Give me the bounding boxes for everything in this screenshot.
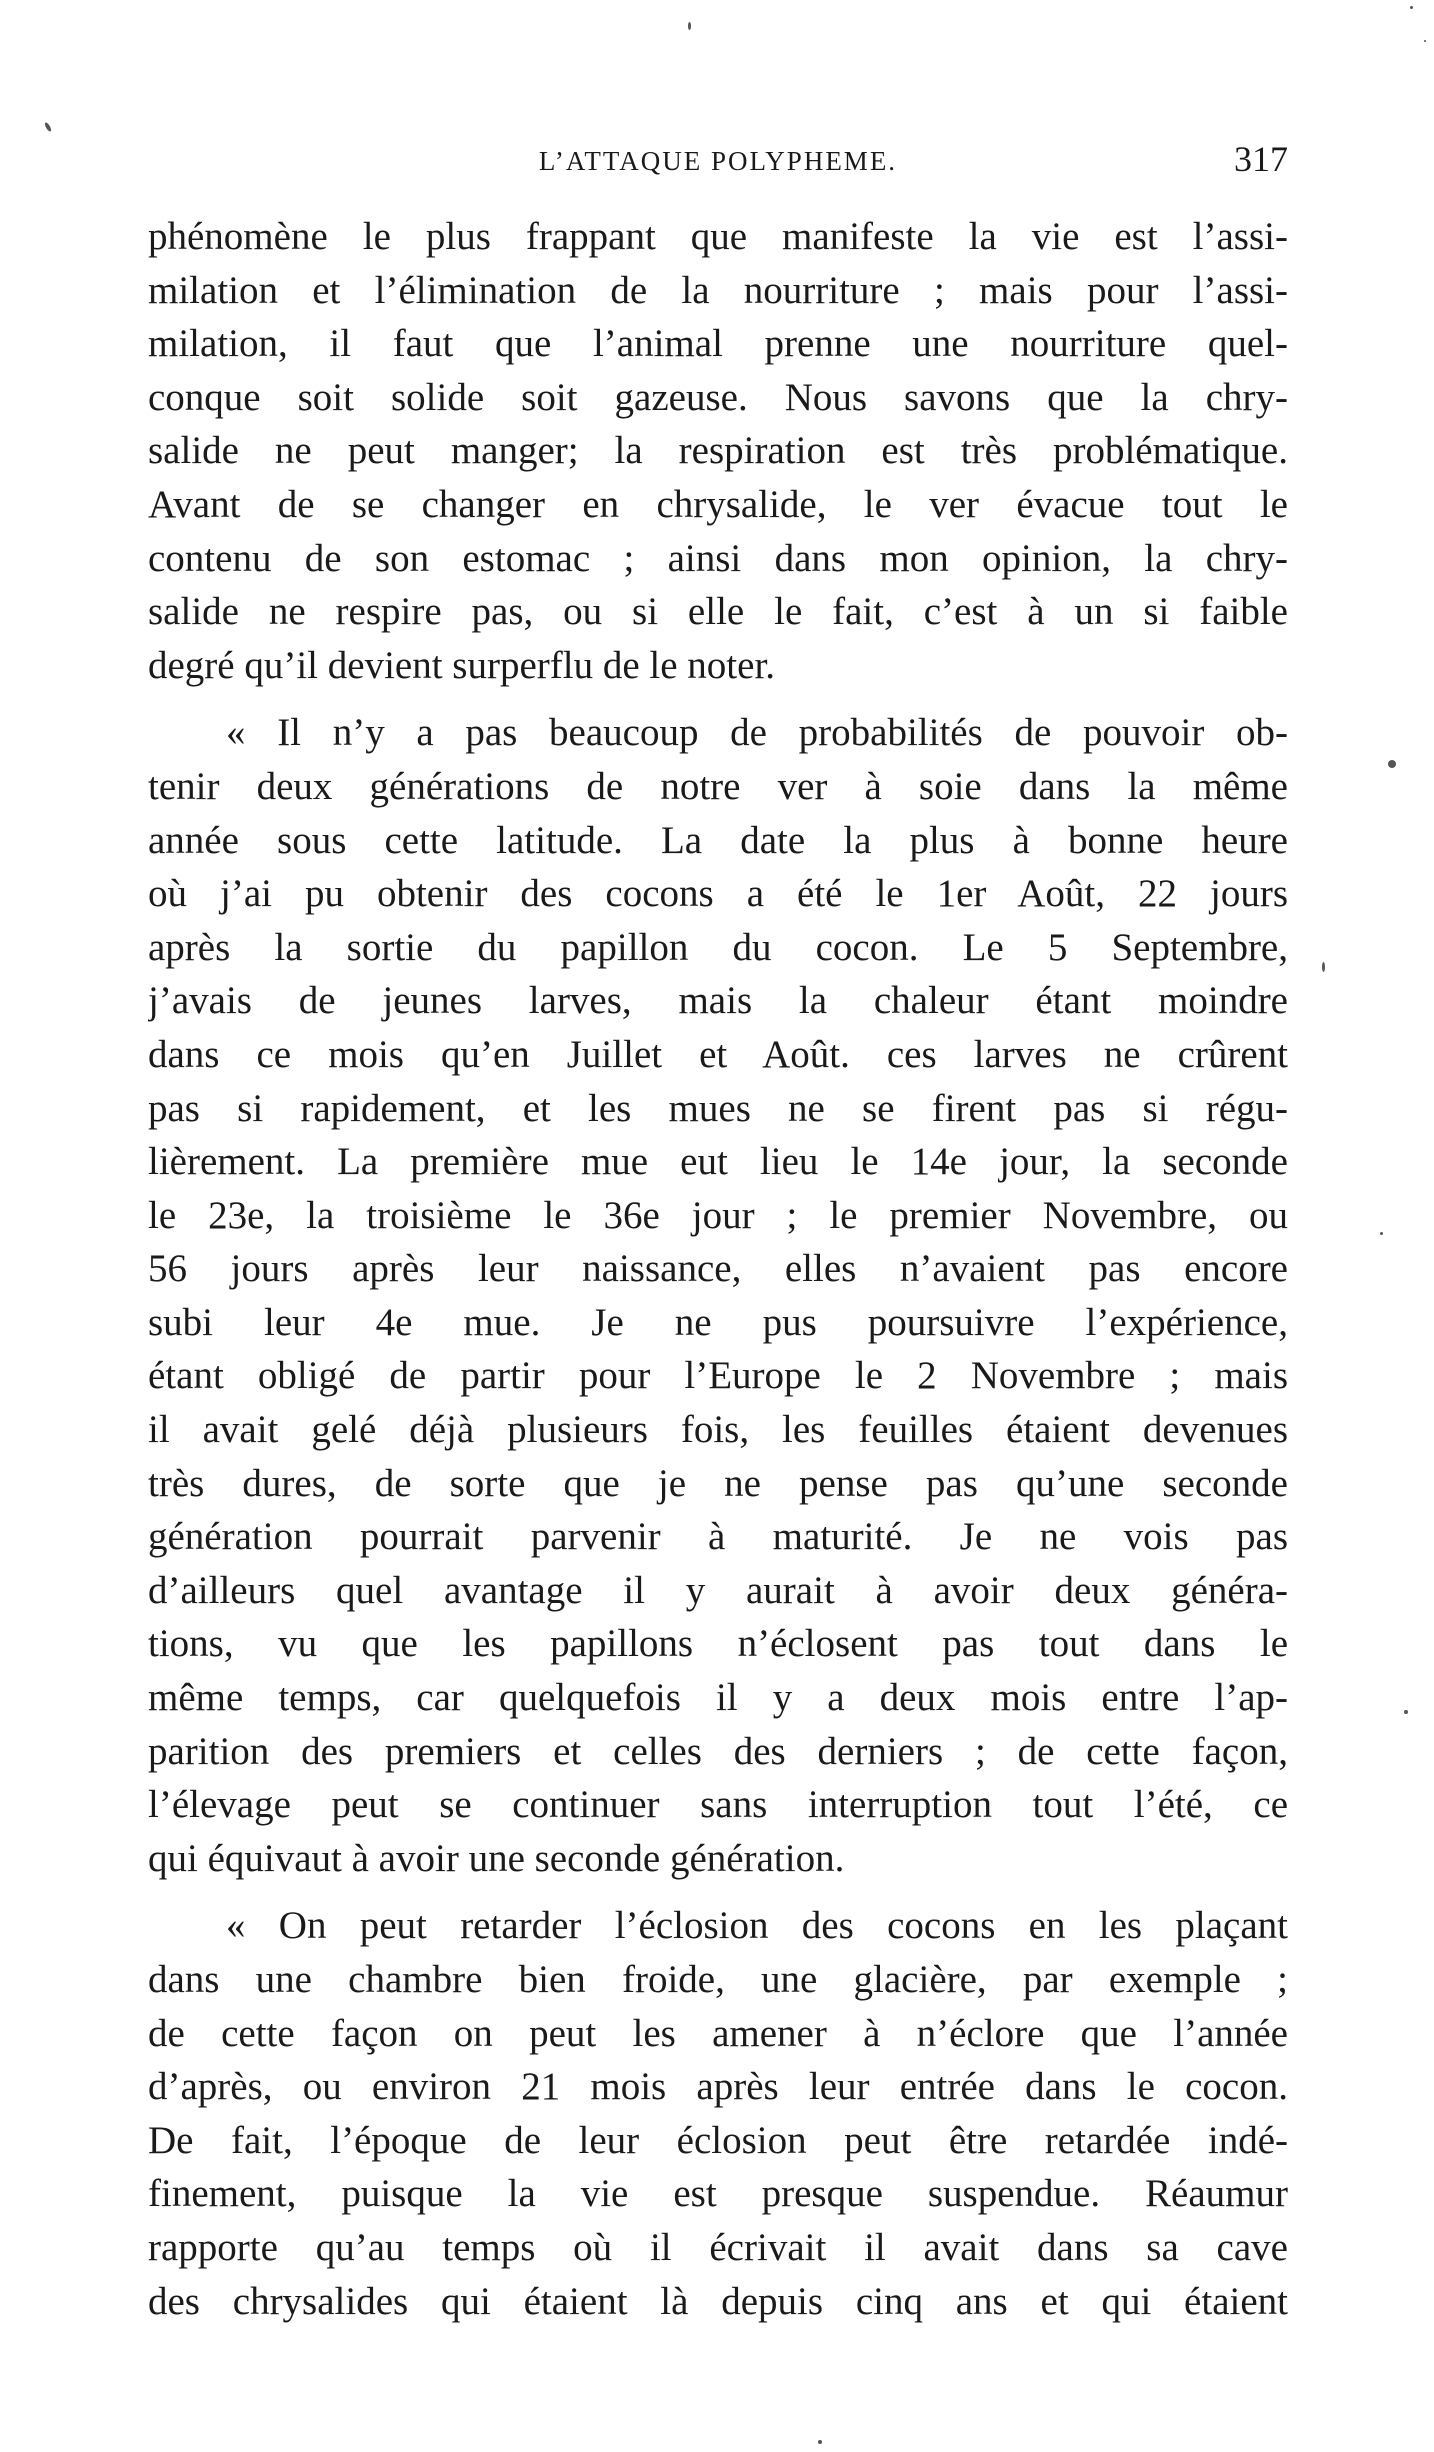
text-line: pas si rapidement, et les mues ne se firent pas si régu- <box>148 1086 1288 1130</box>
text-line: année sous cette latitude. La date la plus à bonne heure <box>148 818 1288 862</box>
text-line: Avant de se changer en chrysalide, le ver évacue tout le <box>148 482 1288 526</box>
scan-speck <box>44 122 52 133</box>
paragraph-gap <box>148 1885 1288 1899</box>
text-line: génération pourrait parvenir à maturité. Je ne vois pas <box>148 1515 1288 1559</box>
text-line: « Il n’y a pas beaucoup de probabilités de pouvoir ob- <box>226 711 1288 755</box>
text-line: après la sortie du papillon du cocon. Le 5 Septembre, <box>148 925 1288 969</box>
text-line: il avait gelé déjà plusieurs fois, les feuilles étaient devenues <box>148 1408 1288 1452</box>
text-line: De fait, l’époque de leur éclosion peut être retardée indé- <box>148 2118 1288 2162</box>
text-line: rapporte qu’au temps où il écrivait il avait dans sa cave <box>148 2225 1288 2269</box>
body-text <box>148 210 1288 2328</box>
text-line: lièrement. La première mue eut lieu le 14e jour, la seconde <box>148 1140 1288 1184</box>
text-line: « On peut retarder l’éclosion des cocons en les plaçant <box>226 1904 1288 1948</box>
paragraph-2 <box>148 706 1288 1885</box>
text-line: parition des premiers et celles des derniers ; de cette façon, <box>148 1729 1288 1773</box>
text-line: des chrysalides qui étaient là depuis cinq ans et qui étaient <box>148 2279 1288 2323</box>
scan-speck <box>1424 40 1426 42</box>
text-line: étant obligé de partir pour l’Europe le 2 Novembre ; mais <box>148 1354 1288 1398</box>
scan-speck <box>1388 760 1396 768</box>
text-line: même temps, car quelquefois il y a deux mois entre l’ap- <box>148 1676 1288 1720</box>
text-line: phénomène le plus frappant que manifeste la vie est l’assi- <box>148 215 1288 258</box>
text-line: conque soit solide soit gazeuse. Nous savons que la chry- <box>148 375 1288 419</box>
text-line: dans une chambre bien froide, une glacière, par exemple ; <box>148 1958 1288 2001</box>
paragraph-gap <box>148 692 1288 706</box>
scan-speck <box>1410 6 1413 9</box>
text-line: qui équivaut à avoir une seconde génération. <box>148 1836 845 1880</box>
text-line: contenu de son estomac ; ainsi dans mon opinion, la chry- <box>148 536 1288 580</box>
text-line: tions, vu que les papillons n’éclosent pas tout dans le <box>148 1622 1288 1666</box>
text-line: 56 jours après leur naissance, elles n’avaient pas encore <box>148 1247 1288 1291</box>
scan-speck <box>688 22 691 30</box>
text-line: où j’ai pu obtenir des cocons a été le 1er Août, 22 jours <box>148 872 1288 916</box>
running-head: L’ATTAQUE POLYPHEME. <box>538 146 898 176</box>
text-line: salide ne respire pas, ou si elle le fait, c’est à un si faible <box>148 590 1288 634</box>
text-line: j’avais de jeunes larves, mais la chaleur étant moindre <box>148 979 1288 1023</box>
text-line: d’après, ou environ 21 mois après leur entrée dans le cocon. <box>148 2065 1288 2109</box>
text-line: finement, puisque la vie est presque suspendue. Réaumur <box>148 2172 1288 2216</box>
page-number: 317 <box>1234 139 1288 179</box>
text-line: salide ne peut manger; la respiration est très problématique. <box>148 429 1288 473</box>
text-line: très dures, de sorte que je ne pense pas qu’une seconde <box>148 1461 1288 1505</box>
scan-speck <box>1380 1232 1383 1235</box>
text-line: milation et l’élimination de la nourriture ; mais pour l’assi- <box>148 268 1288 312</box>
text-line: l’élevage peut se continuer sans interruption tout l’été, ce <box>148 1783 1288 1827</box>
scan-speck <box>1322 962 1325 972</box>
paragraph-1 <box>148 210 1288 692</box>
scan-speck <box>818 2440 822 2444</box>
page-header <box>148 138 1288 194</box>
text-line: de cette façon on peut les amener à n’éclore que l’année <box>148 2011 1288 2055</box>
text-line: d’ailleurs quel avantage il y aurait à avoir deux généra- <box>148 1568 1288 1612</box>
text-line: degré qu’il devient surperflu de le noter. <box>148 643 776 687</box>
text-line: le 23e, la troisième le 36e jour ; le premier Novembre, ou <box>148 1193 1288 1237</box>
text-line: milation, il faut que l’animal prenne une nourriture quel- <box>148 322 1288 366</box>
text-line: dans ce mois qu’en Juillet et Août. ces larves ne crûrent <box>148 1032 1288 1076</box>
text-line: subi leur 4e mue. Je ne pus poursuivre l’expérience, <box>148 1300 1288 1344</box>
scan-speck <box>1404 1710 1408 1714</box>
text-line: tenir deux générations de notre ver à soie dans la même <box>148 764 1288 808</box>
paragraph-3 <box>148 1899 1288 2328</box>
